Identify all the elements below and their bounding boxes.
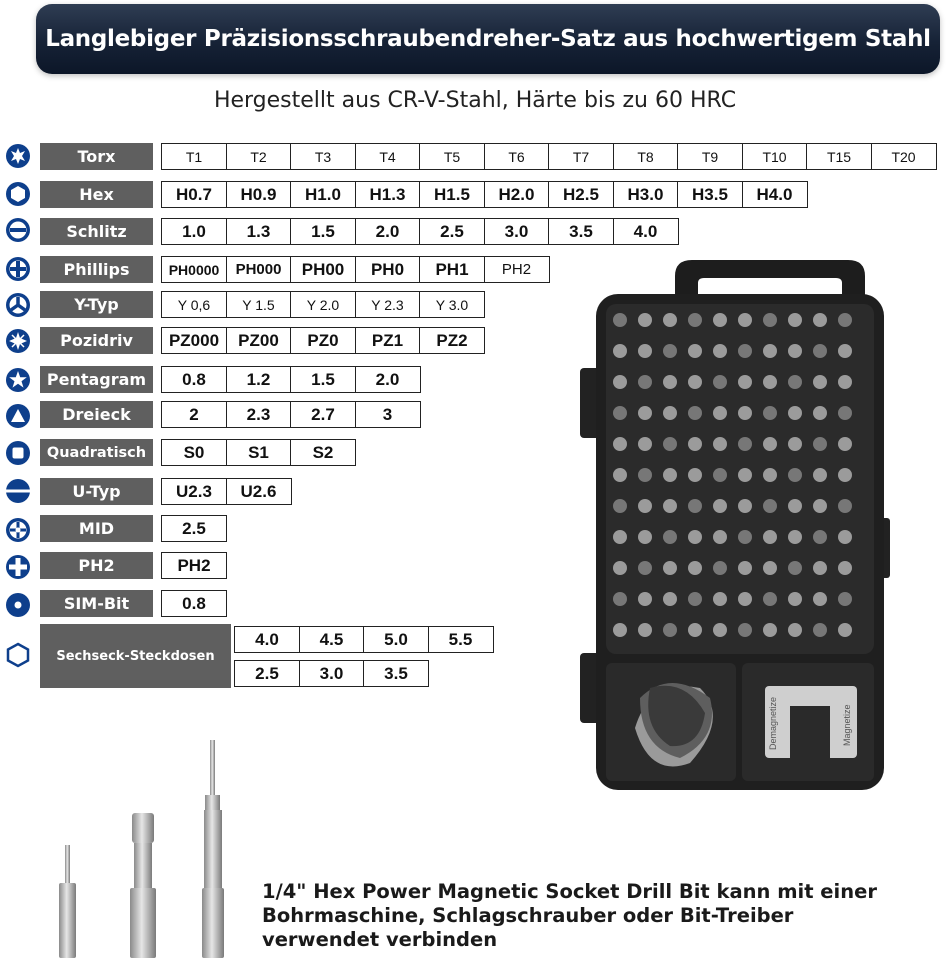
bit-slot [613,468,627,482]
bits-extension-image [40,735,250,960]
value-cell: 1.5 [290,218,356,245]
label-sim-bit: SIM-Bit [40,590,153,617]
value-cell: H2.5 [548,181,614,208]
value-cell: H4.0 [742,181,808,208]
bit-slot [738,592,752,606]
bit-slot [663,344,677,358]
bit-slot [788,344,802,358]
value-cell: 4.0 [234,626,300,653]
bit-slot [763,437,777,451]
bit-slot [738,530,752,544]
bit-slot [613,623,627,637]
value-cell: PZ000 [161,327,227,354]
bit-slot [663,406,677,420]
bit-slot [713,592,727,606]
bit-slot [613,375,627,389]
bit-slot [788,437,802,451]
value-cell: PH000 [226,256,292,283]
row-quadratisch [161,439,355,466]
bit-slot [838,623,852,637]
bit-slot [613,561,627,575]
bit-slot [663,623,677,637]
bit-slot [838,437,852,451]
hex-socket-icon [5,642,31,668]
value-cell: 1.3 [226,218,292,245]
row-phillips [161,256,548,283]
value-cell: 2.5 [161,515,227,542]
bit-slot [838,561,852,575]
value-cell: PZ0 [290,327,356,354]
value-cell: 5.5 [428,626,494,653]
label-phillips: Phillips [40,256,153,283]
subtitle: Hergestellt aus CR-V-Stahl, Härte bis zu 60 HRC [213,88,737,113]
ph2-icon [5,554,31,580]
value-cell: T5 [419,143,485,170]
bit-slot [763,313,777,327]
bit-slot [763,406,777,420]
bit-slot [813,406,827,420]
label-pentagram: Pentagram [40,366,153,393]
bit-slot [638,623,652,637]
bit-slot [738,375,752,389]
bit-slot [638,344,652,358]
bit-slot [613,499,627,513]
row-dreieck [161,401,419,428]
bit-slot [713,499,727,513]
bit-slot [638,561,652,575]
value-cell: U2.6 [226,478,292,505]
value-cell: H0.9 [226,181,292,208]
bit-slot [663,561,677,575]
value-cell: H2.0 [484,181,550,208]
bit-slot [763,561,777,575]
value-cell: S1 [226,439,292,466]
value-cell: 2.0 [355,366,421,393]
value-cell: PH2 [484,256,550,283]
row-pentagram [161,366,419,393]
row-mid [161,515,226,542]
bit-slot [763,499,777,513]
value-cell: 4.5 [299,626,365,653]
torx-icon [5,143,31,169]
bottom-description [262,880,942,952]
bit-slot [788,313,802,327]
value-cell: 3.0 [484,218,550,245]
bit-slot [788,406,802,420]
banner-title: Langlebiger Präzisionsschraubendreher-Satz aus hochwertigem Stahl [45,26,931,52]
bit-slot [738,499,752,513]
bit-slot [663,437,677,451]
bit-slot [688,437,702,451]
magnetizer-label: Magnetize [842,704,852,746]
value-cell: 3.0 [299,660,365,687]
bit-slot [688,406,702,420]
value-cell: PZ00 [226,327,292,354]
value-cell: H1.5 [419,181,485,208]
screwdriver-case-image [580,258,900,793]
bit-slot [838,592,852,606]
bit-slot [713,530,727,544]
bit-slot [813,561,827,575]
pentagram-icon [5,367,31,393]
bit-slot [688,592,702,606]
bit-slot [788,592,802,606]
value-cell: Y 2.3 [355,291,421,318]
row-ph2 [161,552,226,579]
value-cell: PH2 [161,552,227,579]
bit-slot [838,468,852,482]
bit-slot [613,344,627,358]
value-cell: H3.0 [613,181,679,208]
label-ph2: PH2 [40,552,153,579]
bit-slot [688,530,702,544]
slotted-icon [5,217,31,243]
bit-slot [813,499,827,513]
bit-slot [638,530,652,544]
bit-slot [838,375,852,389]
bit-slot [688,623,702,637]
value-cell: H3.5 [677,181,743,208]
bit-slot [738,468,752,482]
row-sim-bit [161,590,226,617]
bit-slot [663,375,677,389]
bit-slot [838,313,852,327]
value-cell: 1.2 [226,366,292,393]
description-line-1: 1/4" Hex Power Magnetic Socket Drill Bit kann mit einer [262,880,877,903]
label-dreieck: Dreieck [40,401,153,428]
bit-slot [838,406,852,420]
sim-bit-icon [5,592,31,618]
value-cell: 1.0 [161,218,227,245]
bit-slot [838,499,852,513]
value-cell: T4 [355,143,421,170]
demagnetizer-label: Demagnetize [768,696,778,750]
bit-slot [663,530,677,544]
row-pozidriv [161,327,484,354]
label-hex: Hex [40,181,153,208]
bit-slot [763,530,777,544]
value-cell: T15 [806,143,872,170]
bit-slot [688,375,702,389]
value-cell: Y 2.0 [290,291,356,318]
bit-slot [613,530,627,544]
label-u-typ: U-Typ [40,478,153,505]
bit-slot [763,468,777,482]
bit-slot [638,313,652,327]
value-cell: Y 0,6 [161,291,227,318]
bit-slot [613,406,627,420]
bit-slot [813,530,827,544]
bit-slot [713,313,727,327]
row-sockets-2 [234,660,428,687]
bit-slot [638,592,652,606]
bit-slot [788,375,802,389]
bit-slot [788,499,802,513]
value-cell: H1.0 [290,181,356,208]
value-cell: 2.5 [234,660,300,687]
bit-slot [613,437,627,451]
bit-slot [738,561,752,575]
value-cell: 2.5 [419,218,485,245]
triangle-icon [5,403,31,429]
bit-slot [788,530,802,544]
value-cell: T8 [613,143,679,170]
bit-slot [638,468,652,482]
bit-slot [688,499,702,513]
bit-slot [813,623,827,637]
value-cell: 2.0 [355,218,421,245]
label-sechseck-steckdosen: Sechseck-Steckdosen [40,624,231,688]
value-cell: 2.3 [226,401,292,428]
row-u-typ [161,478,290,505]
bit-slot [688,468,702,482]
label-quadratisch: Quadratisch [40,439,153,466]
value-cell: 1.5 [290,366,356,393]
bit-slot [738,313,752,327]
value-cell: Y 3.0 [419,291,485,318]
value-cell: Y 1.5 [226,291,292,318]
row-y-typ [161,291,484,318]
bit-slot [688,561,702,575]
bit-slot [713,561,727,575]
row-torx [161,143,935,170]
value-cell: S2 [290,439,356,466]
description-line-3: verwendet verbinden [262,928,498,951]
value-cell: T3 [290,143,356,170]
value-cell: H0.7 [161,181,227,208]
value-cell: 2.7 [290,401,356,428]
bit-slot [813,592,827,606]
bit-slot [738,437,752,451]
bit-slot [838,344,852,358]
bit-slot [763,623,777,637]
y-type-icon [5,292,31,318]
bit-slot [663,313,677,327]
phillips-icon [5,256,31,282]
bit-slot [613,313,627,327]
bit-slot [788,561,802,575]
value-cell: 2 [161,401,227,428]
bit-slot [838,530,852,544]
bit-slot [613,592,627,606]
bit-slot [763,344,777,358]
label-torx: Torx [40,143,153,170]
value-cell: T1 [161,143,227,170]
value-cell: 3.5 [548,218,614,245]
value-cell: 0.8 [161,366,227,393]
square-icon [5,440,31,466]
value-cell: 0.8 [161,590,227,617]
bit-slot [788,468,802,482]
bit-slot [813,437,827,451]
bit-slot [713,468,727,482]
row-sockets-1 [234,626,492,653]
value-cell: PH00 [290,256,356,283]
label-y-typ: Y-Typ [40,291,153,318]
value-cell: H1.3 [355,181,421,208]
bit-slot [663,468,677,482]
u-type-icon [5,478,31,504]
bit-slot [813,375,827,389]
bit-slot [663,499,677,513]
bit-slot [713,375,727,389]
hex-icon [5,181,31,207]
bit-slot [638,375,652,389]
value-cell: 4.0 [613,218,679,245]
bit-slot [738,623,752,637]
bit-slot [713,437,727,451]
label-schlitz: Schlitz [40,218,153,245]
value-cell: PZ2 [419,327,485,354]
value-cell: 3.5 [363,660,429,687]
bit-slot [638,499,652,513]
bit-slot [638,406,652,420]
bit-slot [638,437,652,451]
bit-slot [788,623,802,637]
value-cell: 5.0 [363,626,429,653]
value-cell: T10 [742,143,808,170]
value-cell: PH0 [355,256,421,283]
bit-slot [813,344,827,358]
value-cell: 3 [355,401,421,428]
value-cell: T2 [226,143,292,170]
bit-slot [763,592,777,606]
bit-slot [713,623,727,637]
value-cell: S0 [161,439,227,466]
bit-slot [713,406,727,420]
value-cell: U2.3 [161,478,227,505]
value-cell: T6 [484,143,550,170]
label-mid: MID [40,515,153,542]
row-schlitz [161,218,677,245]
bit-slot [813,468,827,482]
value-cell: PH0000 [161,256,227,283]
description-line-2: Bohrmaschine, Schlagschrauber oder Bit-Treiber [262,904,794,927]
bit-slot [763,375,777,389]
mid-icon [5,517,31,543]
row-hex [161,181,806,208]
title-banner [36,4,940,74]
pozidriv-icon [5,328,31,354]
bit-slot [688,313,702,327]
bit-slot [688,344,702,358]
label-pozidriv: Pozidriv [40,327,153,354]
value-cell: T20 [871,143,937,170]
bit-slot [713,344,727,358]
value-cell: T7 [548,143,614,170]
bit-slot [738,344,752,358]
value-cell: PH1 [419,256,485,283]
value-cell: T9 [677,143,743,170]
bit-slot [813,313,827,327]
bit-slot [663,592,677,606]
bit-slot [738,406,752,420]
value-cell: PZ1 [355,327,421,354]
